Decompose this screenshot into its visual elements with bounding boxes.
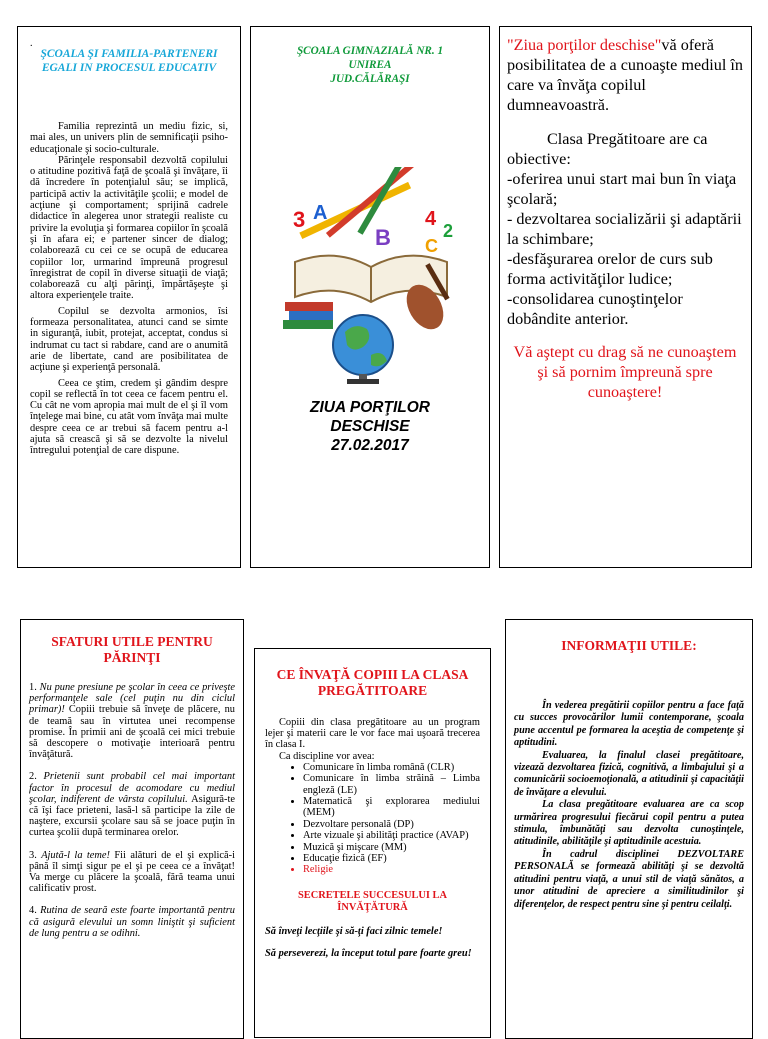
curriculum-title: CE ÎNVAŢĂ COPIII LA CLASA PREGĂTITOARE [276,667,469,698]
info-paragraph: În cadrul disciplinei DEZVOLTARE PERSONALĂ se formează abilităţi şi se dezvoltă atitudini pentru viaţă, a unui stil de viaţă sănătos, a unor atitudini de apreciere a similitudinilor şi diferenţelor, de respect pentru sine şi pentru ceilalţi. [514,848,744,910]
school-name [251,44,489,86]
open-day-intro-text: vă oferă posibilitatea de a cunoaşte mediul în care va învăţa copilul dumneavoastră. [507,36,743,114]
svg-text:3: 3 [293,207,306,232]
discipline-item: • Dezvoltare personală (DP) [303,819,480,830]
tip-emphasis: Ajută-l la teme! [41,849,110,861]
svg-text:4: 4 [425,208,437,230]
tip-number: 2. [29,771,37,783]
closing-invitation: Vă aştept cu drag să ne cunoaştem şi să pornim împreună spre cunoaştere! [513,343,737,401]
tip-text: Asigură-te că îşi face prieteni, lasă-l să participe la zile de naştere, excursii şcolare sau să se joace puţin în curtea şcolii după terminarea orelor. [29,793,235,839]
school-name-line: UNIREA [348,59,392,71]
objective-item: -desfăşurarea orelor de curs sub forma activităţilor ludice; [507,250,713,288]
panel1-paragraph: Copilul se dezvolta armonios, îsi formeaza personalitatea, atunci cand se simte in siguranţă, iubit, protejat, acceptat, condus si indrumat cu tact si rabdare, cand are o anumită arie de libertate, cand are posibilitatea de acţiune şi experienţă personală. [30,305,228,374]
event-date: 27.02.2017 [331,437,409,454]
objective-item: -oferirea unui start mai bun în viaţa şcolară; [507,170,737,208]
objective-item: -consolidarea cunoştinţelor dobândite anterior. [507,290,683,328]
panel-cover [250,26,490,568]
tip-number: 3. [29,849,37,861]
svg-text:2: 2 [443,221,454,241]
discipline-item: • Arte vizuale şi abilităţi practice (AVAP) [303,830,480,841]
panel1-title: ŞCOALA ŞI FAMILIA-PARTENERI EGALI IN PROCESUL EDUCATIV [40,48,218,74]
svg-text:B: B [375,225,391,250]
discipline-item: • Matematică şi explorarea mediului (MEM) [303,796,480,819]
panel-school-family [17,26,241,568]
tip-item [29,905,235,939]
tip-item [29,850,235,895]
tip-emphasis: Nu pune presiune pe şcolar în ceea ce priveşte performanţele sale (cel puţin nu din ciclul primar)! [29,682,236,716]
secret-item: Să înveţi lecţiile şi să-ţi faci zilnic temele! [265,925,443,937]
tip-number: 1. [29,682,37,693]
tip-text: Fii alături de el şi explică-i până îl simţi sigur pe el şi pe ceea ce a învăţat! Va merge cu plăcere la şcoală, fără teama unui calificativ prost. [29,849,235,895]
event-title-line: ZIUA PORŢILOR [310,399,430,416]
panel1-paragraph: Ceea ce ştim, credem şi gândim despre copil se reflectă în tot ceea ce facem pentru el. Cu cât ne vom apropia mai mult de el şi îl vom înţelege mai bine, cu atât vom învăţa mai multe despre ceea ce ar trebui să facem pentru a-l ajuta să crească şi să se dezvolte la nivelul întregului potenţial de care dispune. [30,377,228,457]
panel-curriculum [254,648,491,1038]
panel1-paragraph: Părinţele responsabil dezvoltă copilului o atitudine pozitivă faţă de şcoală şi învăţare, îi dă încredere în potenţialul său; se implică, participă activ la activităţile şcolii; e model de acţiune şi comportament; sprijină cadrele didactice în alegerea unor strategii realiste cu privire la evoluţia şi formarea copiilor în şcoală şi în afara ei; e partener sincer de dialog; colaborează cu cei ce se ocupă de educarea copiilor lor, urmarind împreună progresul înregistrat de copil în diverse situaţii de viaţă; colaborează cu alţi părinţi, împărtăşeşte şi altora experienţele traite. [30,154,228,302]
panel-useful-info [505,619,753,1039]
discipline-item: • Comunicare în limba română (CLR) [303,762,480,773]
discipline-item: • Muzică şi mişcare (MM) [303,842,480,853]
tip-item [29,771,235,838]
discipline-item: • Religie [303,864,480,875]
svg-text:C: C [425,236,438,256]
panel1-paragraph: Familia reprezintă un mediu fizic, si, mai ales, un univers plin de semnificaţii psiho-educaţionale şi socio-culturale. [30,121,228,155]
svg-text:A: A [313,202,328,224]
secret-item: Să perseverezi, la început totul pare foarte greu! [265,948,472,960]
secrets-title: SECRETELE SUCCESULUI LA ÎNVĂŢĂTURĂ [298,889,447,913]
discipline-item: • Comunicare în limba străină – Limba engleză (LE) [303,773,480,796]
useful-info-title: INFORMAŢII UTILE: [561,638,697,653]
education-clipart [275,167,467,387]
stray-dot: . [30,38,33,49]
panel-parent-tips [20,619,244,1039]
school-county-line: JUD.CĂLĂRAŞI [330,73,410,85]
event-title-line: DESCHISE [330,418,410,435]
tip-item [29,682,235,760]
tip-emphasis: Prietenii sunt probabil cel mai important factor în procesul de acomodare cu mediul şcolar, indiferent de vârsta copilului. [29,771,235,805]
tip-emphasis: Rutina de seară este foarte importantă pentru că asigură elevului un somn liniştit şi suficient de lung pentru a se odihni. [29,905,235,939]
event-title [251,398,489,455]
objectives-title: Clasa Pregătitoare are ca obiective: [507,130,708,168]
school-name-line: ŞCOALA GIMNAZIALĂ NR. 1 [296,45,444,57]
parent-tips-title: SFATURI UTILE PENTRU PĂRINŢI [51,634,213,665]
disciplines-list [265,762,480,876]
tip-text: Copiii trebuie să înveţe de plăcere, nu de teamă sau în virtutea unei recompense promise. În primii ani de şcoală cei mici trebuie să descopere o motivaţie interioară pentru învăţătură. [29,704,235,761]
disciplines-intro: Ca discipline vor avea: [279,750,375,762]
tip-number: 4. [29,905,37,917]
info-paragraph: La clasa pregătitoare evaluarea are ca scop urmărirea progresului fiecărui copil pentru a putea stimula, îmbunătăţi sau dezvolta cunoştinţele, atitudinile, abilităţile şi aptitudinile acestuia. [514,799,744,848]
discipline-item: • Educaţie fizică (EF) [303,853,480,864]
open-day-intro [507,35,743,115]
info-paragraph: În vederea pregătirii copiilor pentru a face faţă cu succes provocărilor lumii contemporane, şcoala pune accentul pe formarea la aceştia de competenţe şi aptitudini. [514,700,744,749]
panel-open-day [499,26,752,568]
objective-item: - dezvoltarea socializării şi adaptării la schimbare; [507,210,742,248]
open-day-highlight: "Ziua porţilor deschise" [507,36,662,54]
curriculum-intro: Copiii din clasa pregătitoare au un program lejer şi materii care le vor face mai uşoară trecerea în clasa I. [265,717,480,751]
info-paragraph: Evaluarea, la finalul clasei pregătitoare, vizează dezvoltarea fizică, cognitivă, a limbajului şi a comunicării socioemoţională, a atitudinii şi capacităţii de învăţare a elevului. [514,749,744,798]
